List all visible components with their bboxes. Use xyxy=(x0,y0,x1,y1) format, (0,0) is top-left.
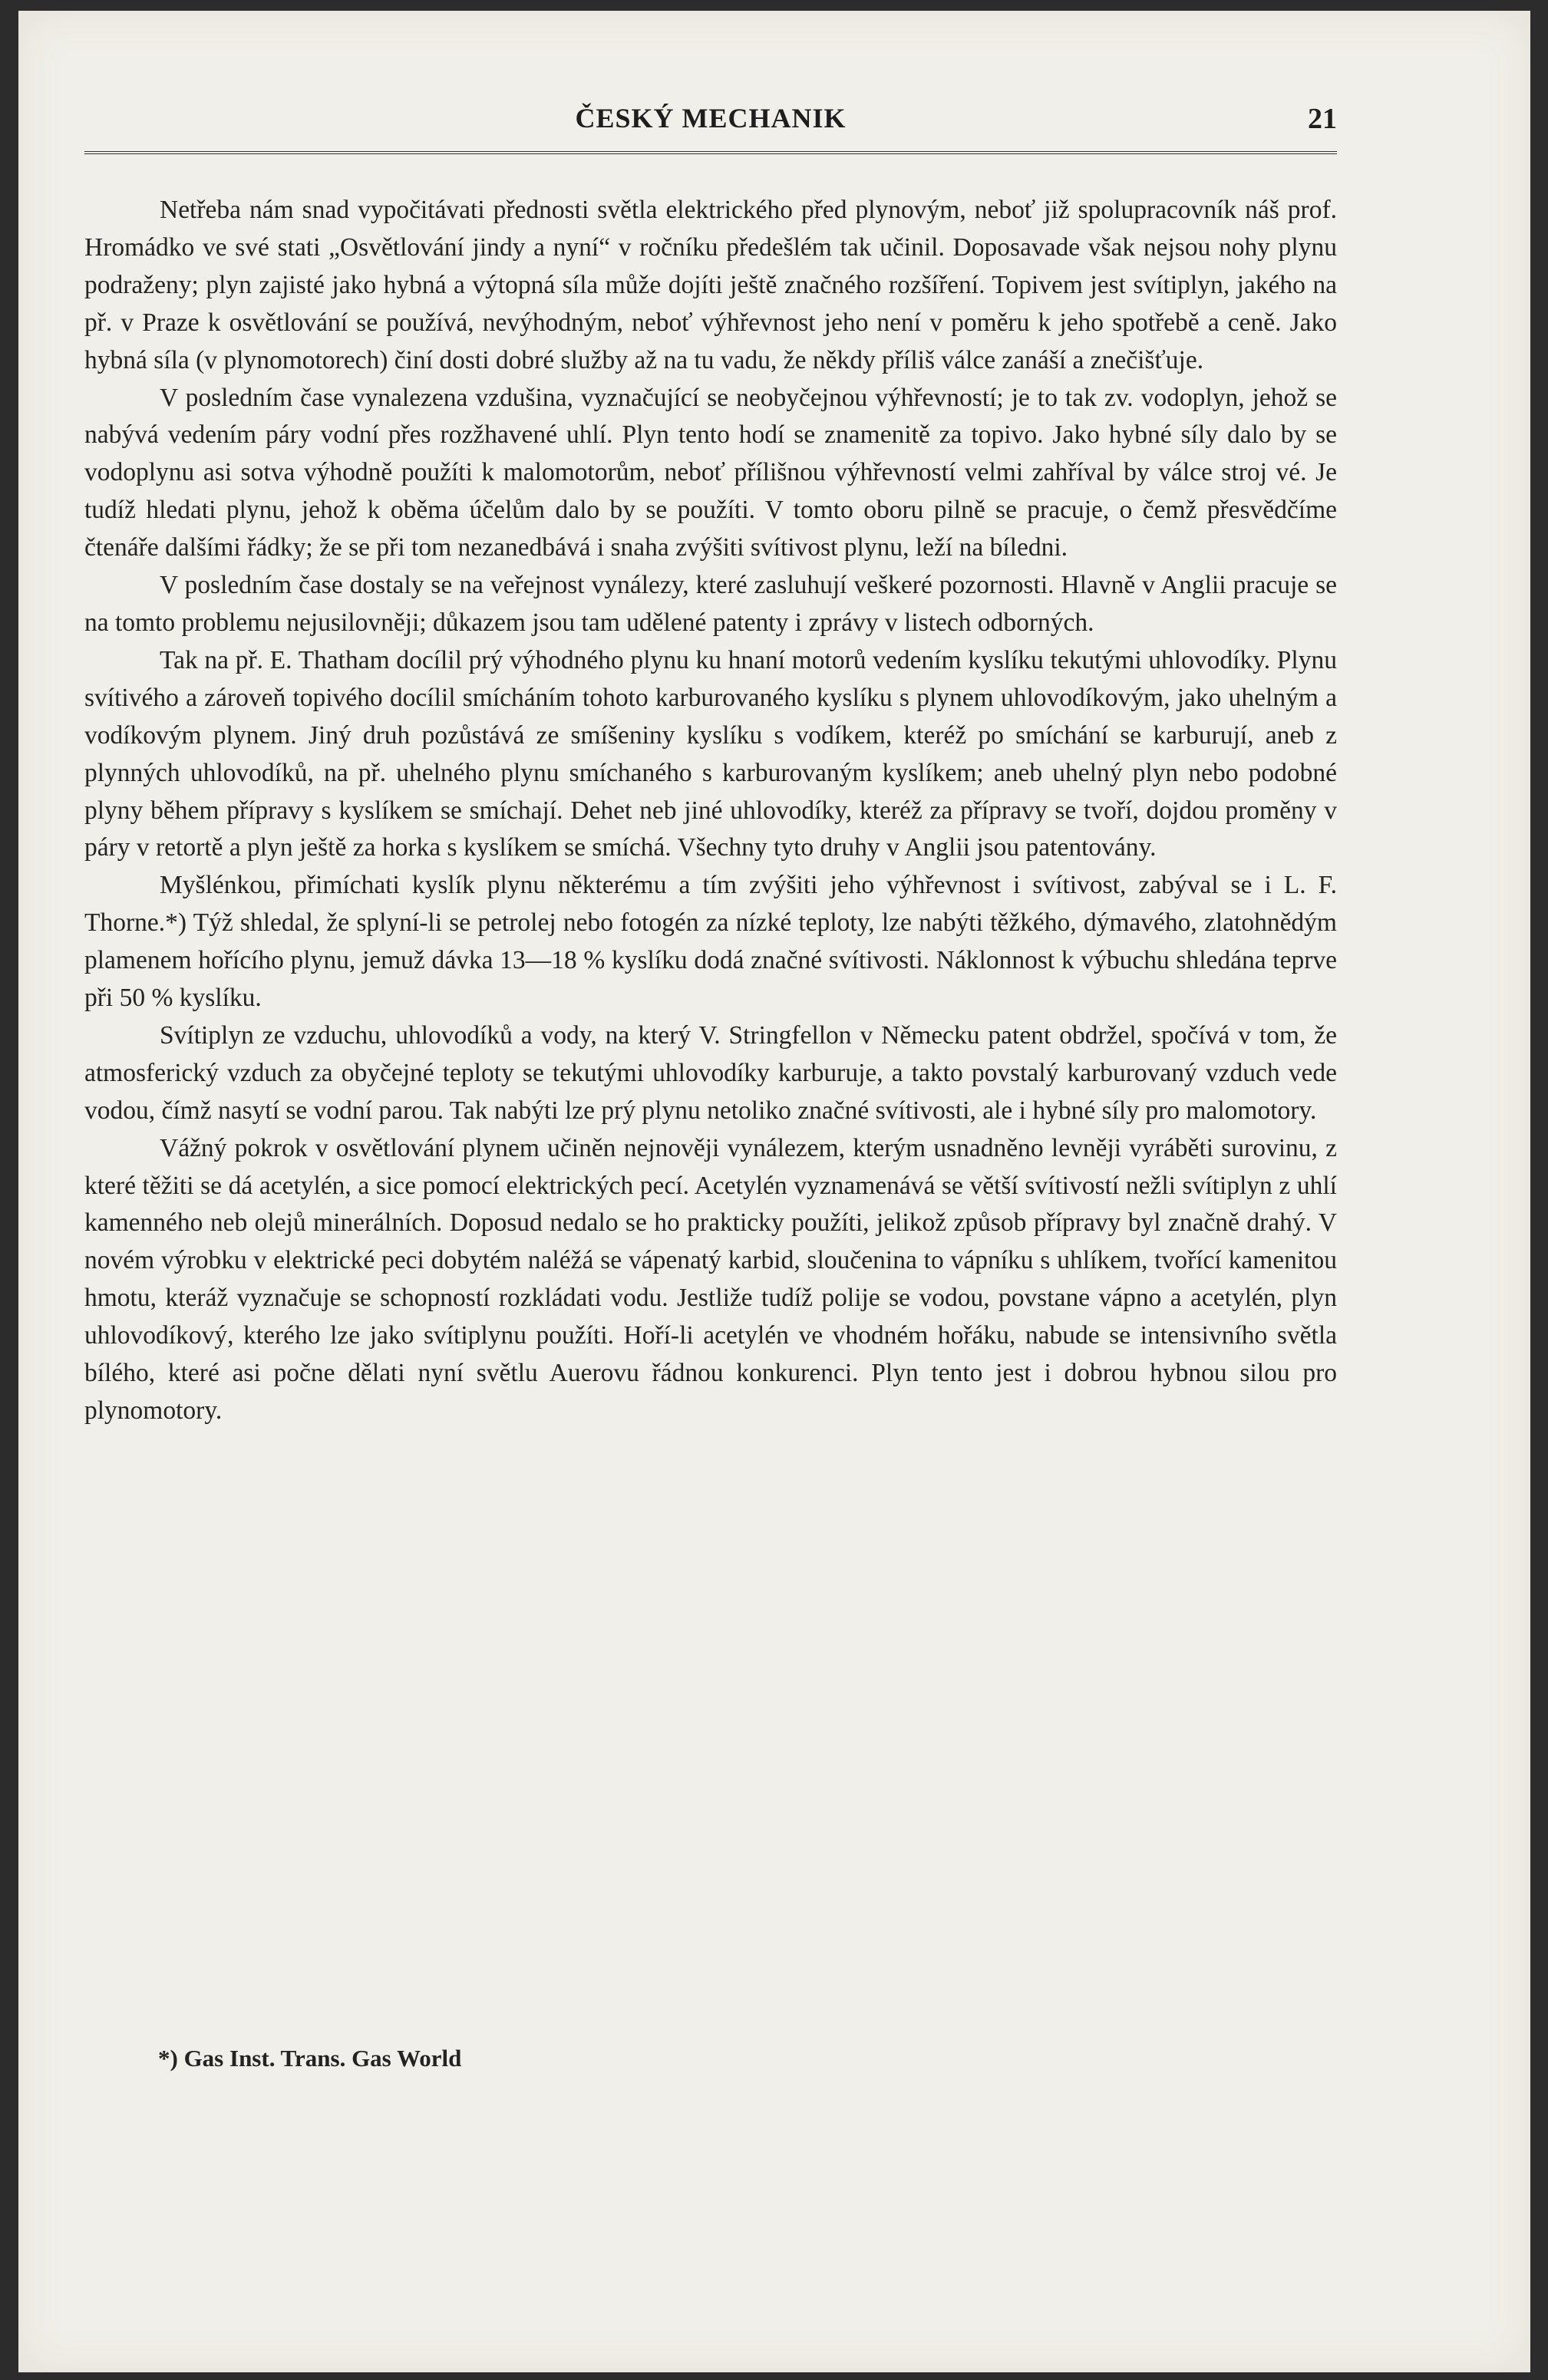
paragraph: Tak na př. E. Thatham docílil prý výhodného plynu ku hnaní motorů vedením kyslíku tekutými uhlovodíky. Plynu svítivého a zároveň topivého docílil smícháním tohoto karburovaného kyslíku s plynem uhlovodíkovým, jako uhelným a vodíkovým plynem. Jiný druh pozůstává ze smíšeniny kyslíku s vodíkem, kteréž po smíchání se karburují, aneb z plynných uhlovodíků, na př. uhelného plynu smíchaného s karburovaným kyslíkem; aneb uhelný plyn nebo podobné plyny během přípravy s kyslíkem se smíchají. Dehet neb jiné uhlovodíky, kteréž za přípravy se tvoří, dojdou proměny v páry v retortě a plyn ještě za horka s kyslíkem se smíchá. Všechny tyto druhy v Anglii jsou patentovány. xyxy=(84,645,1337,862)
paragraph: Netřeba nám snad vypočitávati přednosti světla elektrického před plynovým, neboť již spolupracovník náš prof. Hromádko ve své stati „Osvětlování jindy a nyní“ v ročníku předešlém tak učinil. Doposavade však nejsou nohy plynu podraženy; plyn zajisté jako hybná a výtopná síla může dojíti ještě značného rozšíření. Topivem jest svítiplyn, jakého na př. v Praze k osvětlování se používá, nevýhodným, neboť výhřevnost jeho není v poměru k jeho spotřebě a ceně. Jako hybná síla (v plynomotorech) činí dosti dobré služby až na tu vadu, že někdy příliš válce zanáší a znečišťuje. xyxy=(84,196,1337,374)
paragraph: V posledním čase vynalezena vzdušina, vyznačující se neobyčejnou výhřevností; je to tak zv. vodoplyn, jehož se nabývá vedením páry vodní přes rozžhavené uhlí. Plyn tento hodí se znamenitě za topivo. Jako hybné síly dalo by se vodoplynu asi sotva výhodně použíti k malomotorům, neboť přílišnou výhřevností velmi zahříval by válce stroj vé. Je tudíž hledati plynu, jehož k oběma účelům dalo by se použíti. V tomto oboru pilně se pracuje, o čemž přesvědčíme čtenáře dalšími řádky; že se při tom nezanedbává i snaha zvýšiti svítivost plynu, leží na bíledni. xyxy=(84,383,1337,562)
paragraph: Myšlénkou, přimíchati kyslík plynu některému a tím zvýšiti jeho výhřevnost i svítivost, zabýval se i L. F. Thorne.*) Týž shledal, že splyní-li se petrolej nebo fotogén za nízké teploty, lze nabýti těžkého, dýmavého, zlatohnědým plamenem hořícího plynu, jemuž dávka 13—18 % kyslíku dodá značné svítivosti. Náklonnost k výbuchu shledána teprve při 50 % kyslíku. xyxy=(84,871,1337,1013)
paragraph: V posledním čase dostaly se na veřejnost vynálezy, které zasluhují veškeré pozornosti. Hlavně v Anglii pracuje se na tomto problemu nejusilovněji; důkazem jsou tam udělené patenty i zprávy v listech odborných. xyxy=(84,571,1337,637)
paragraph: Svítiplyn ze vzduchu, uhlovodíků a vody, na který V. Stringfellon v Německu patent obdržel, spočívá v tom, že atmosferický vzduch za obyčejné teploty se tekutými uhlovodíky karburuje, a takto povstalý karburovaný vzduch vede vodou, čímž nasytí se vodní parou. Tak nabýti lze prý plynu netoliko značné svítivosti, ale i hybné síly pro malomotory. xyxy=(84,1020,1337,1125)
header-rule xyxy=(84,151,1337,154)
footnote: *) Gas Inst. Trans. Gas World xyxy=(158,2045,462,2072)
footnote-area xyxy=(84,2045,1337,2072)
page-header xyxy=(84,96,1337,145)
paragraph: Vážný pokrok v osvětlování plynem učiněn nejnověji vynálezem, kterým usnadněno levněji vyráběti surovinu, z které těžiti se dá acetylén, a sice pomocí elektrických pecí. Acetylén vyznamenává se větší svítivostí nežli svítiplyn z uhlí kamenného neb olejů minerálních. Doposud nedalo se ho prakticky použíti, jelikož způsob přípravy byl značně drahý. V novém výrobku v elektrické peci dobytém naléžá se vápenatý karbid, sloučenina to vápníku s uhlíkem, tvořící kamenitou hmotu, kteráž vyznačuje se schopností rozkládati vodu. Jestliže tudíž polije se vodou, povstane vápno a acetylén, plyn uhlovodíkový, kterého lze jako svítiplynu použíti. Hoří-li acetylén ve vhodném hořáku, nabude se intensivního světla bílého, které asi počne dělati nyní světlu Auerovu řádnou konkurenci. Plyn tento jest i dobrou hybnou silou pro plynomotory. xyxy=(84,1133,1337,1425)
journal-title: ČESKÝ MECHANIK xyxy=(575,103,847,134)
page-number: 21 xyxy=(1308,103,1337,135)
article-body xyxy=(84,192,1337,1430)
